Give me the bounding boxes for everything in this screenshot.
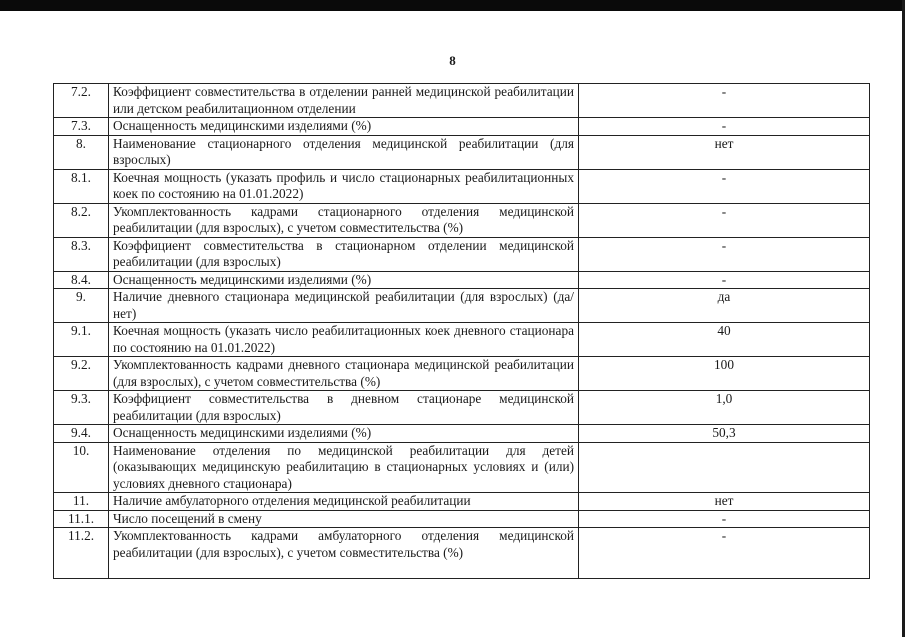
row-number: 8. <box>54 135 109 169</box>
row-number: 10. <box>54 442 109 493</box>
table-row <box>54 118 870 136</box>
row-value: 100 <box>579 357 870 391</box>
row-value: нет <box>579 493 870 511</box>
row-number: 9.3. <box>54 391 109 425</box>
row-number: 8.4. <box>54 271 109 289</box>
row-number: 8.3. <box>54 237 109 271</box>
row-value: - <box>579 169 870 203</box>
row-number: 8.1. <box>54 169 109 203</box>
table-row <box>54 528 870 579</box>
table-row <box>54 237 870 271</box>
row-value: нет <box>579 135 870 169</box>
row-description: Оснащенность медицинскими изделиями (%) <box>109 425 579 443</box>
row-description: Коечная мощность (указать профиль и число стационарных реабилитационных коек по состоянию на 01.01.2022) <box>109 169 579 203</box>
row-description: Укомплектованность кадрами амбулаторного отделения медицинской реабилитации (для взрослых), с учетом совместительства (%) <box>109 528 579 579</box>
scan-top-edge <box>0 0 905 11</box>
row-number: 9. <box>54 289 109 323</box>
row-description: Коэффициент совместительства в отделении ранней медицинской реабилитации или детском реабилитационном отделении <box>109 84 579 118</box>
table-row <box>54 391 870 425</box>
row-description: Оснащенность медицинскими изделиями (%) <box>109 271 579 289</box>
indicator-table <box>53 83 870 579</box>
table-row <box>54 357 870 391</box>
row-number: 11.2. <box>54 528 109 579</box>
row-number: 9.4. <box>54 425 109 443</box>
row-description: Наличие амбулаторного отделения медицинской реабилитации <box>109 493 579 511</box>
table-row <box>54 289 870 323</box>
row-value: - <box>579 84 870 118</box>
table-row <box>54 510 870 528</box>
table-row <box>54 169 870 203</box>
row-value: 40 <box>579 323 870 357</box>
row-description: Коечная мощность (указать число реабилитационных коек дневного стационара по состоянию на 01.01.2022) <box>109 323 579 357</box>
row-value: - <box>579 510 870 528</box>
row-value: - <box>579 237 870 271</box>
row-value: - <box>579 118 870 136</box>
row-number: 7.3. <box>54 118 109 136</box>
row-description: Укомплектованность кадрами стационарного отделения медицинской реабилитации (для взрослых), с учетом совместительства (%) <box>109 203 579 237</box>
row-value: 50,3 <box>579 425 870 443</box>
row-description: Коэффициент совместительства в стационарном отделении медицинской реабилитации (для взрослых) <box>109 237 579 271</box>
row-value: - <box>579 203 870 237</box>
table-row <box>54 493 870 511</box>
table-row <box>54 271 870 289</box>
row-description: Коэффициент совместительства в дневном стационаре медицинской реабилитации (для взрослых) <box>109 391 579 425</box>
table-row <box>54 135 870 169</box>
row-number: 8.2. <box>54 203 109 237</box>
row-description: Укомплектованность кадрами дневного стационара медицинской реабилитации (для взрослых), с учетом совместительства (%) <box>109 357 579 391</box>
row-number: 9.1. <box>54 323 109 357</box>
row-value: - <box>579 271 870 289</box>
table-row <box>54 425 870 443</box>
table-row <box>54 84 870 118</box>
row-description: Наименование отделения по медицинской реабилитации для детей (оказывающих медицинскую реабилитацию в стационарных условиях и (или) условиях дневного стационара) <box>109 442 579 493</box>
row-number: 9.2. <box>54 357 109 391</box>
row-description: Число посещений в смену <box>109 510 579 528</box>
table-row <box>54 323 870 357</box>
table-row <box>54 442 870 493</box>
row-value: - <box>579 528 870 579</box>
row-value <box>579 442 870 493</box>
row-number: 11.1. <box>54 510 109 528</box>
row-description: Наличие дневного стационара медицинской реабилитации (для взрослых) (да/нет) <box>109 289 579 323</box>
row-number: 11. <box>54 493 109 511</box>
row-value: 1,0 <box>579 391 870 425</box>
row-number: 7.2. <box>54 84 109 118</box>
table-row <box>54 203 870 237</box>
row-value: да <box>579 289 870 323</box>
page-number: 8 <box>449 53 456 68</box>
row-description: Наименование стационарного отделения медицинской реабилитации (для взрослых) <box>109 135 579 169</box>
row-description: Оснащенность медицинскими изделиями (%) <box>109 118 579 136</box>
